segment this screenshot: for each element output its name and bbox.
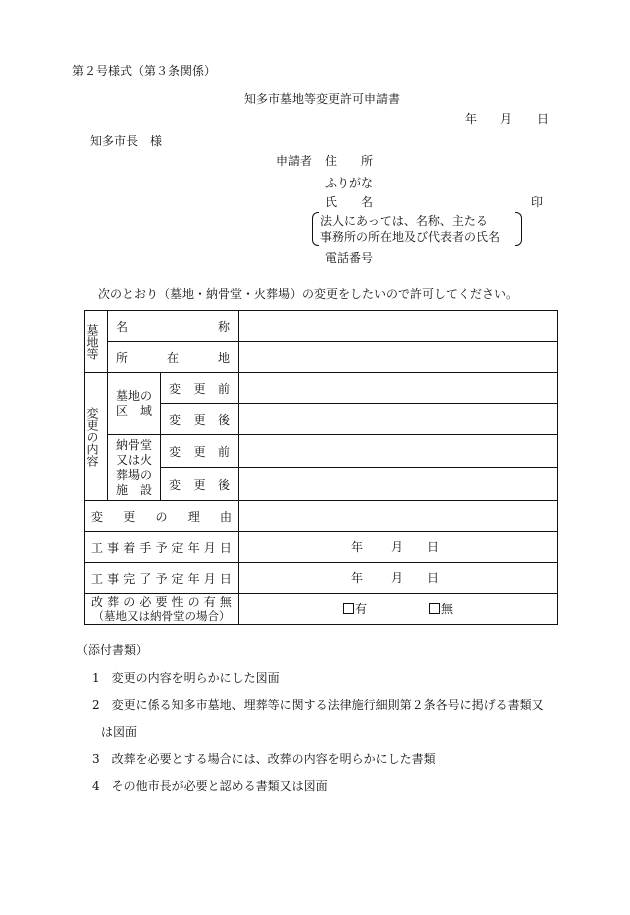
area-label: 墓地の 区 域 <box>108 373 161 435</box>
area-after-value[interactable] <box>239 404 558 435</box>
end-month: 月 <box>391 571 404 585</box>
area-after-label: 変 更 後 <box>161 404 239 435</box>
checkbox-yes-icon[interactable] <box>343 603 354 614</box>
facility-after-value[interactable] <box>239 468 558 501</box>
start-month: 月 <box>391 540 404 554</box>
attachment-3: 3 改葬を必要とする場合には、改葬の内容を明らかにした書類 <box>92 752 436 766</box>
name-label: 名 称 <box>108 311 239 342</box>
row-reburial <box>85 594 558 625</box>
end-date-value[interactable] <box>239 563 558 594</box>
row-reason <box>85 501 558 532</box>
location-value[interactable] <box>239 342 558 373</box>
row-area-before <box>85 373 558 404</box>
furigana-label: ふりがな <box>325 176 374 190</box>
start-day: 日 <box>427 540 440 554</box>
start-date-value[interactable] <box>239 532 558 563</box>
row-facility-before <box>85 435 558 468</box>
day-label: 日 <box>537 112 550 126</box>
group-change: 変更の内容 <box>85 373 108 501</box>
name-label: 氏 名 <box>325 195 374 209</box>
option-no[interactable]: 無 <box>429 602 453 616</box>
row-start-date <box>85 532 558 563</box>
corporate-note <box>312 212 522 246</box>
group-bochi: 墓地等 <box>85 311 108 373</box>
address-label: 住 所 <box>325 154 374 168</box>
addressee: 知多市長 様 <box>90 134 163 148</box>
facility-before-value[interactable] <box>239 435 558 468</box>
reason-value[interactable] <box>239 501 558 532</box>
attachment-2-cont: は図面 <box>101 725 138 739</box>
row-location <box>85 342 558 373</box>
end-day: 日 <box>427 571 440 585</box>
row-name <box>85 311 558 342</box>
attachment-4: 4 その他市長が必要と認める書類又は図面 <box>92 779 328 793</box>
year-label: 年 <box>465 112 478 126</box>
attachment-1: 1 変更の内容を明らかにした図面 <box>92 671 280 685</box>
reason-label: 変 更 の 理 由 <box>85 501 239 532</box>
name-value[interactable] <box>239 311 558 342</box>
applicant-label: 申請者 <box>276 154 313 168</box>
document-title: 知多市墓地等変更許可申請書 <box>244 92 401 106</box>
request-text: 次のとおり（墓地・納骨堂・火葬場）の変更をしたいので許可してください。 <box>98 287 519 301</box>
month-label: 月 <box>500 112 513 126</box>
row-end-date <box>85 563 558 594</box>
attachment-2: 2 変更に係る知多市墓地、埋葬等に関する法律施行細則第２条各号に掲げる書類又 <box>92 698 544 712</box>
reburial-note: （墓地又は納骨堂の場合） <box>92 609 231 623</box>
facility-after-label: 変 更 後 <box>161 468 239 501</box>
area-before-label: 変 更 前 <box>161 373 239 404</box>
attachments-heading: （添付書類） <box>76 643 149 657</box>
start-year: 年 <box>351 540 364 554</box>
option-yes[interactable]: 有 <box>343 602 367 616</box>
reburial-label: 改 葬 の 必 要 性 の 有 無 （墓地又は納骨堂の場合） <box>85 594 239 625</box>
corporate-note-line2: 事務所の所在地及び代表者の氏名 <box>320 230 501 244</box>
seal-mark: 印 <box>531 195 544 209</box>
area-before-value[interactable] <box>239 373 558 404</box>
facility-label: 納骨堂 又は火 葬場の 施 設 <box>108 435 161 501</box>
facility-before-label: 変 更 前 <box>161 435 239 468</box>
reburial-value <box>239 594 558 625</box>
end-date-label: 工 事 完 了 予 定 年 月 日 <box>85 563 239 594</box>
form-number: 第２号様式（第３条関係） <box>72 64 217 78</box>
start-date-label: 工 事 着 手 予 定 年 月 日 <box>85 532 239 563</box>
phone-label: 電話番号 <box>325 251 374 265</box>
corporate-note-line1: 法人にあっては、名称、主たる <box>320 214 488 228</box>
application-table <box>84 310 558 625</box>
location-label: 所 在 地 <box>108 342 239 373</box>
end-year: 年 <box>351 571 364 585</box>
checkbox-no-icon[interactable] <box>429 603 440 614</box>
